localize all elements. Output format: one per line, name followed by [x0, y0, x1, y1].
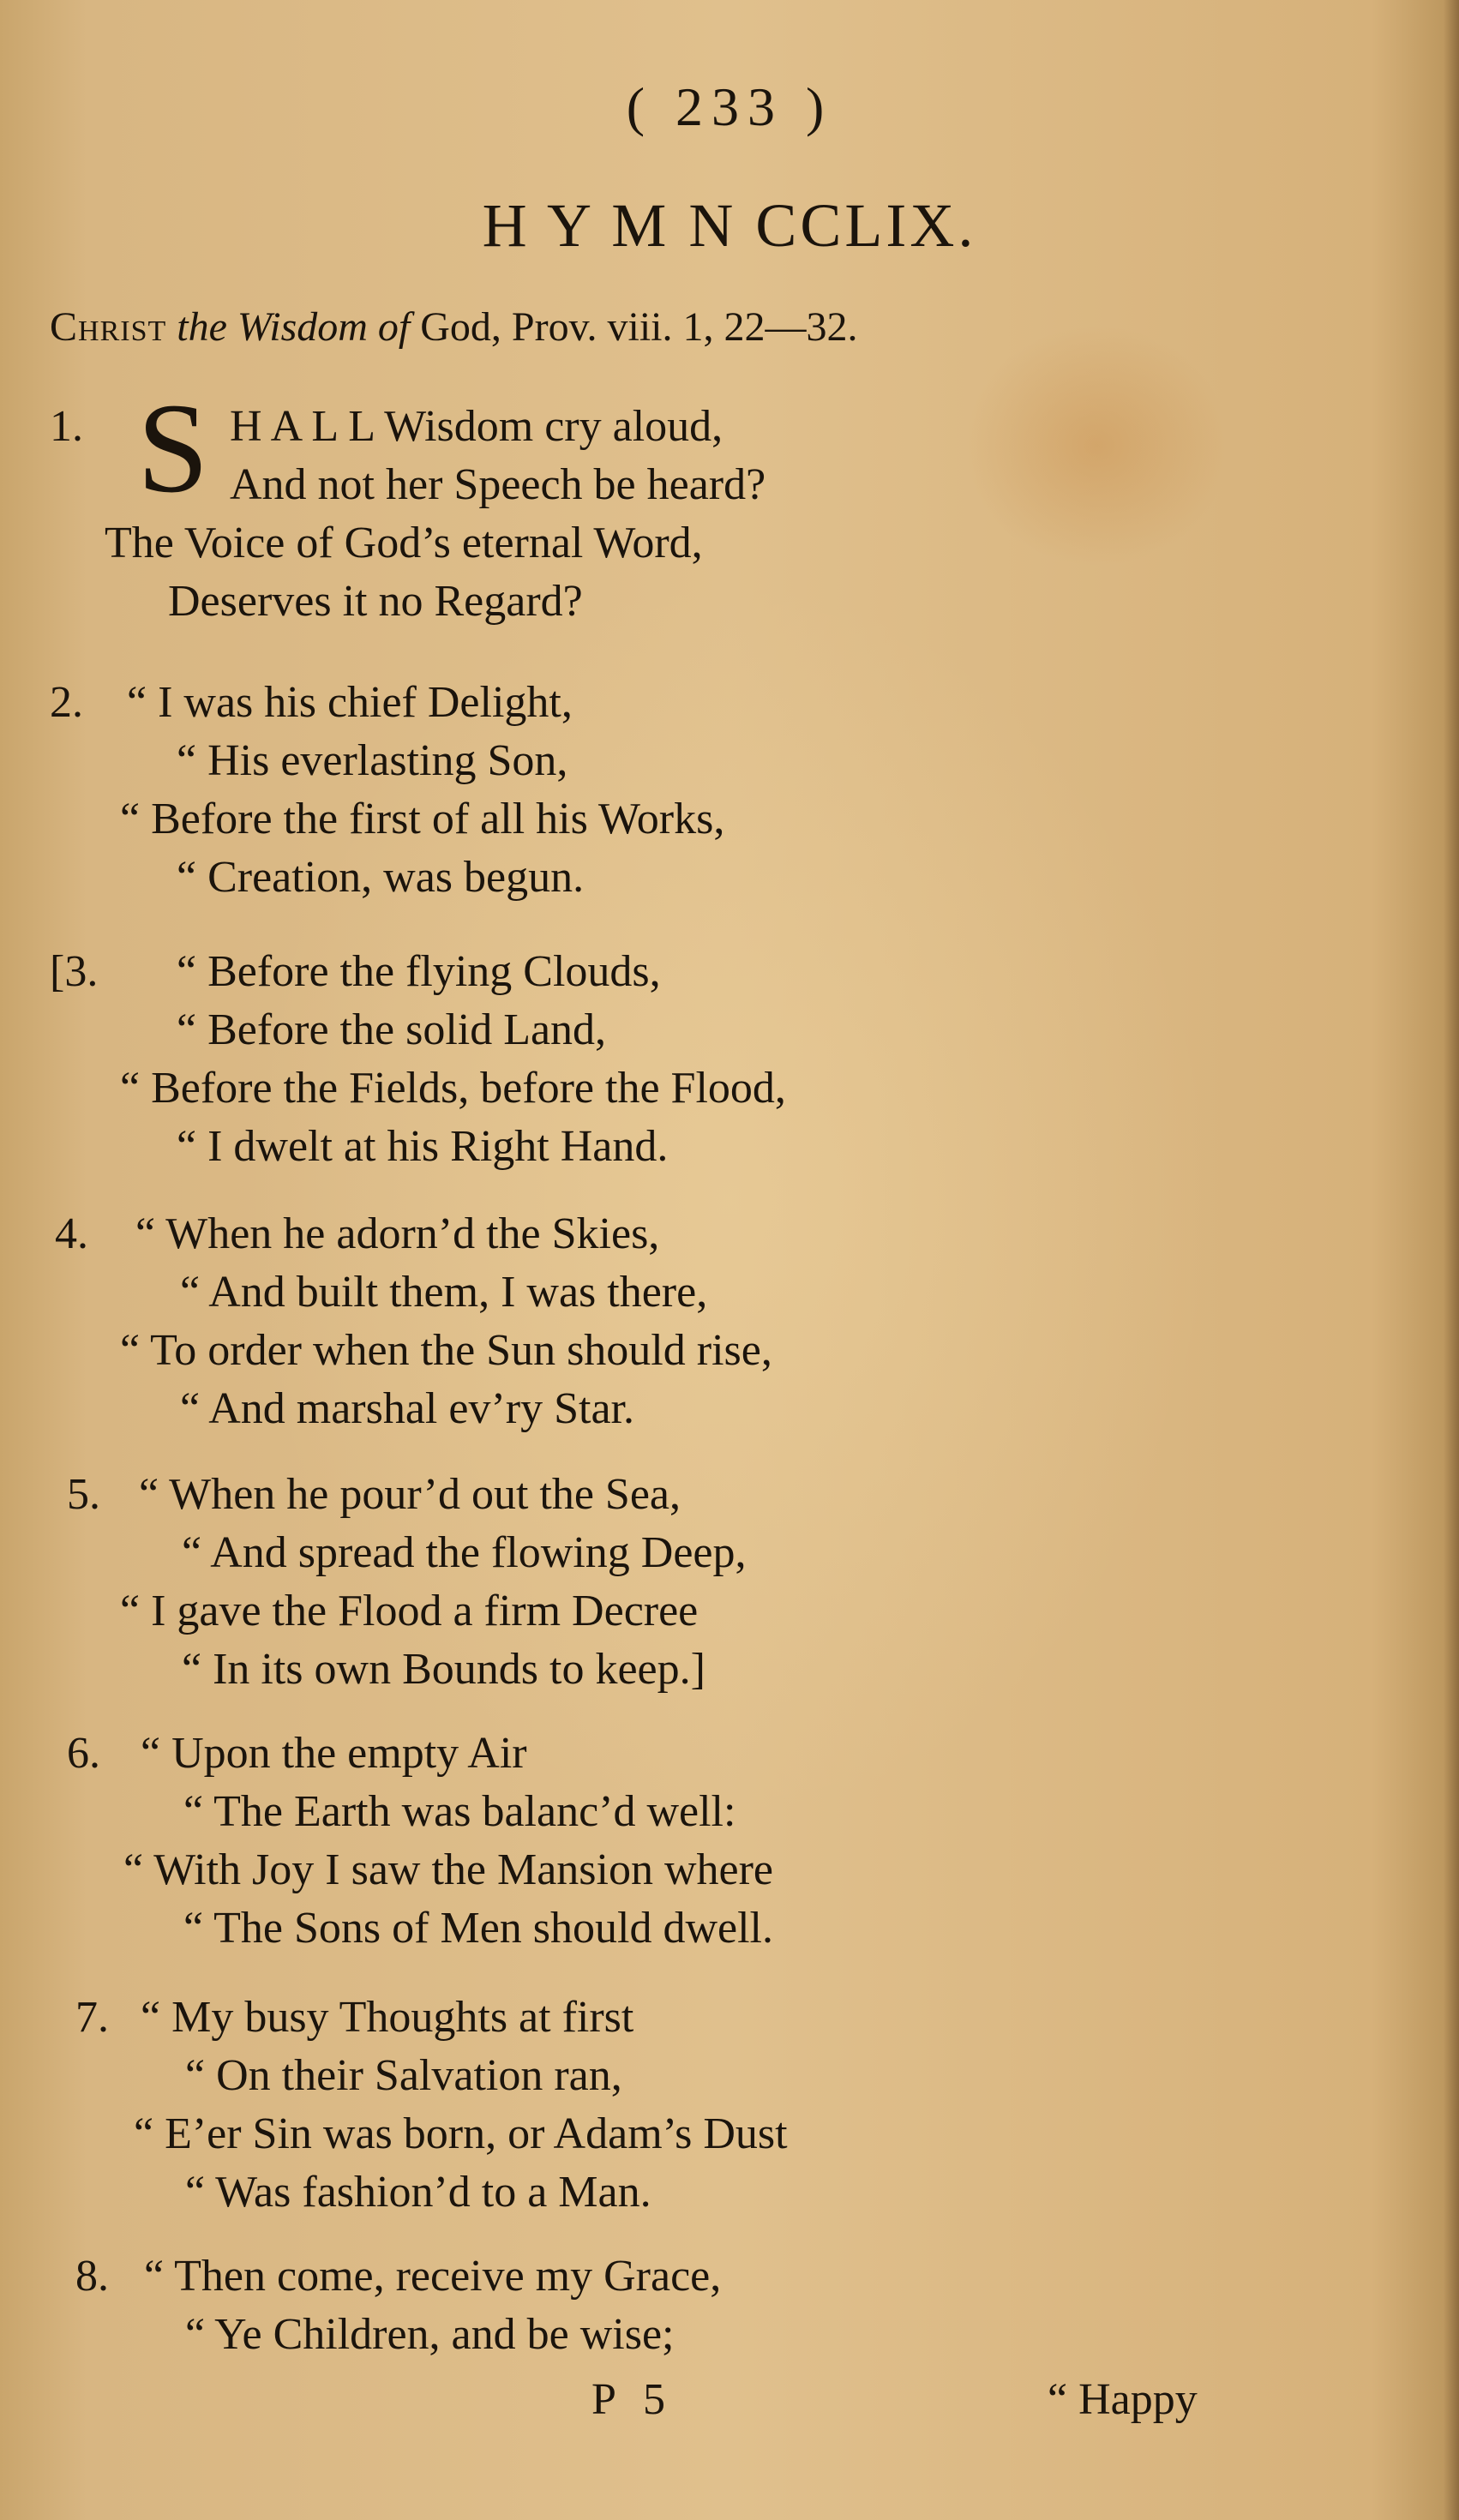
- verse-line: H A L L Wisdom cry aloud,: [230, 402, 723, 451]
- subtitle-reference: God, Prov. viii. 1, 22—32.: [420, 304, 858, 350]
- verse-line: “ E’er Sin was born, or Adam’s Dust: [134, 2109, 788, 2158]
- verse-line: “ And marshal ev’ry Star.: [180, 1384, 634, 1433]
- verse-line: “ The Sons of Men should dwell.: [183, 1904, 773, 1953]
- verse-line: “ Creation, was begun.: [177, 853, 585, 902]
- signature-mark: P 5: [591, 2375, 674, 2424]
- verse-line: “ To order when the Sun should rise,: [120, 1326, 772, 1375]
- verse-line: “ I dwelt at his Right Hand.: [177, 1122, 669, 1171]
- verse-number: 7.: [75, 1993, 109, 2042]
- verse-number: [3.: [50, 947, 99, 996]
- drop-cap: S: [137, 377, 209, 519]
- hymn-title: H Y M N CCLIX.: [482, 191, 977, 260]
- verse-number: 5.: [67, 1470, 100, 1519]
- verse-line: “ My busy Thoughts at first: [141, 1993, 634, 2042]
- subtitle-subject: Christ: [50, 304, 167, 350]
- verse-line: “ His everlasting Son,: [177, 736, 568, 785]
- subtitle-phrase: the Wisdom of: [177, 304, 411, 350]
- verse-line: “ In its own Bounds to keep.]: [182, 1645, 705, 1694]
- verse-line: “ Before the solid Land,: [177, 1005, 607, 1054]
- verse-line: “ Before the flying Clouds,: [177, 947, 661, 996]
- verse-number: 4.: [55, 1209, 88, 1258]
- catchword: “ Happy: [1048, 2375, 1198, 2424]
- verse-number: 2.: [50, 678, 83, 727]
- verse-line: “ Before the first of all his Works,: [120, 795, 725, 843]
- page-number: ( 233 ): [626, 76, 833, 137]
- verse-line: “ Was fashion’d to a Man.: [185, 2168, 651, 2217]
- verse-line: The Voice of God’s eternal Word,: [105, 519, 703, 567]
- verse-number: 1.: [50, 402, 83, 451]
- verse-number: 8.: [75, 2252, 109, 2301]
- verse-line: “ Ye Children, and be wise;: [185, 2310, 675, 2359]
- verse-line: Deserves it no Regard?: [168, 577, 583, 626]
- verse-line: And not her Speech be heard?: [230, 460, 766, 509]
- verse-line: “ Before the Fields, before the Flood,: [120, 1064, 786, 1113]
- page-edge-shadow: [1444, 0, 1459, 2520]
- verse-line: “ Upon the empty Air: [141, 1729, 527, 1778]
- verse-line: “ On their Salvation ran,: [185, 2051, 622, 2100]
- verse-line: “ And spread the flowing Deep,: [182, 1528, 747, 1577]
- verse-line: “ And built them, I was there,: [180, 1268, 708, 1317]
- verse-line: “ I gave the Flood a firm Decree: [120, 1587, 699, 1635]
- verse-line: “ When he pour’d out the Sea,: [139, 1470, 681, 1519]
- verse-line: “ With Joy I saw the Mansion where: [123, 1845, 774, 1894]
- verse-line: “ When he adorn’d the Skies,: [135, 1209, 660, 1258]
- verse-line: “ Then come, receive my Grace,: [144, 2252, 722, 2301]
- verse-number: 6.: [67, 1729, 100, 1778]
- verse-line: “ The Earth was balanc’d well:: [183, 1787, 736, 1836]
- verse-line: “ I was his chief Delight,: [127, 678, 573, 727]
- hymn-subtitle: [50, 303, 1421, 351]
